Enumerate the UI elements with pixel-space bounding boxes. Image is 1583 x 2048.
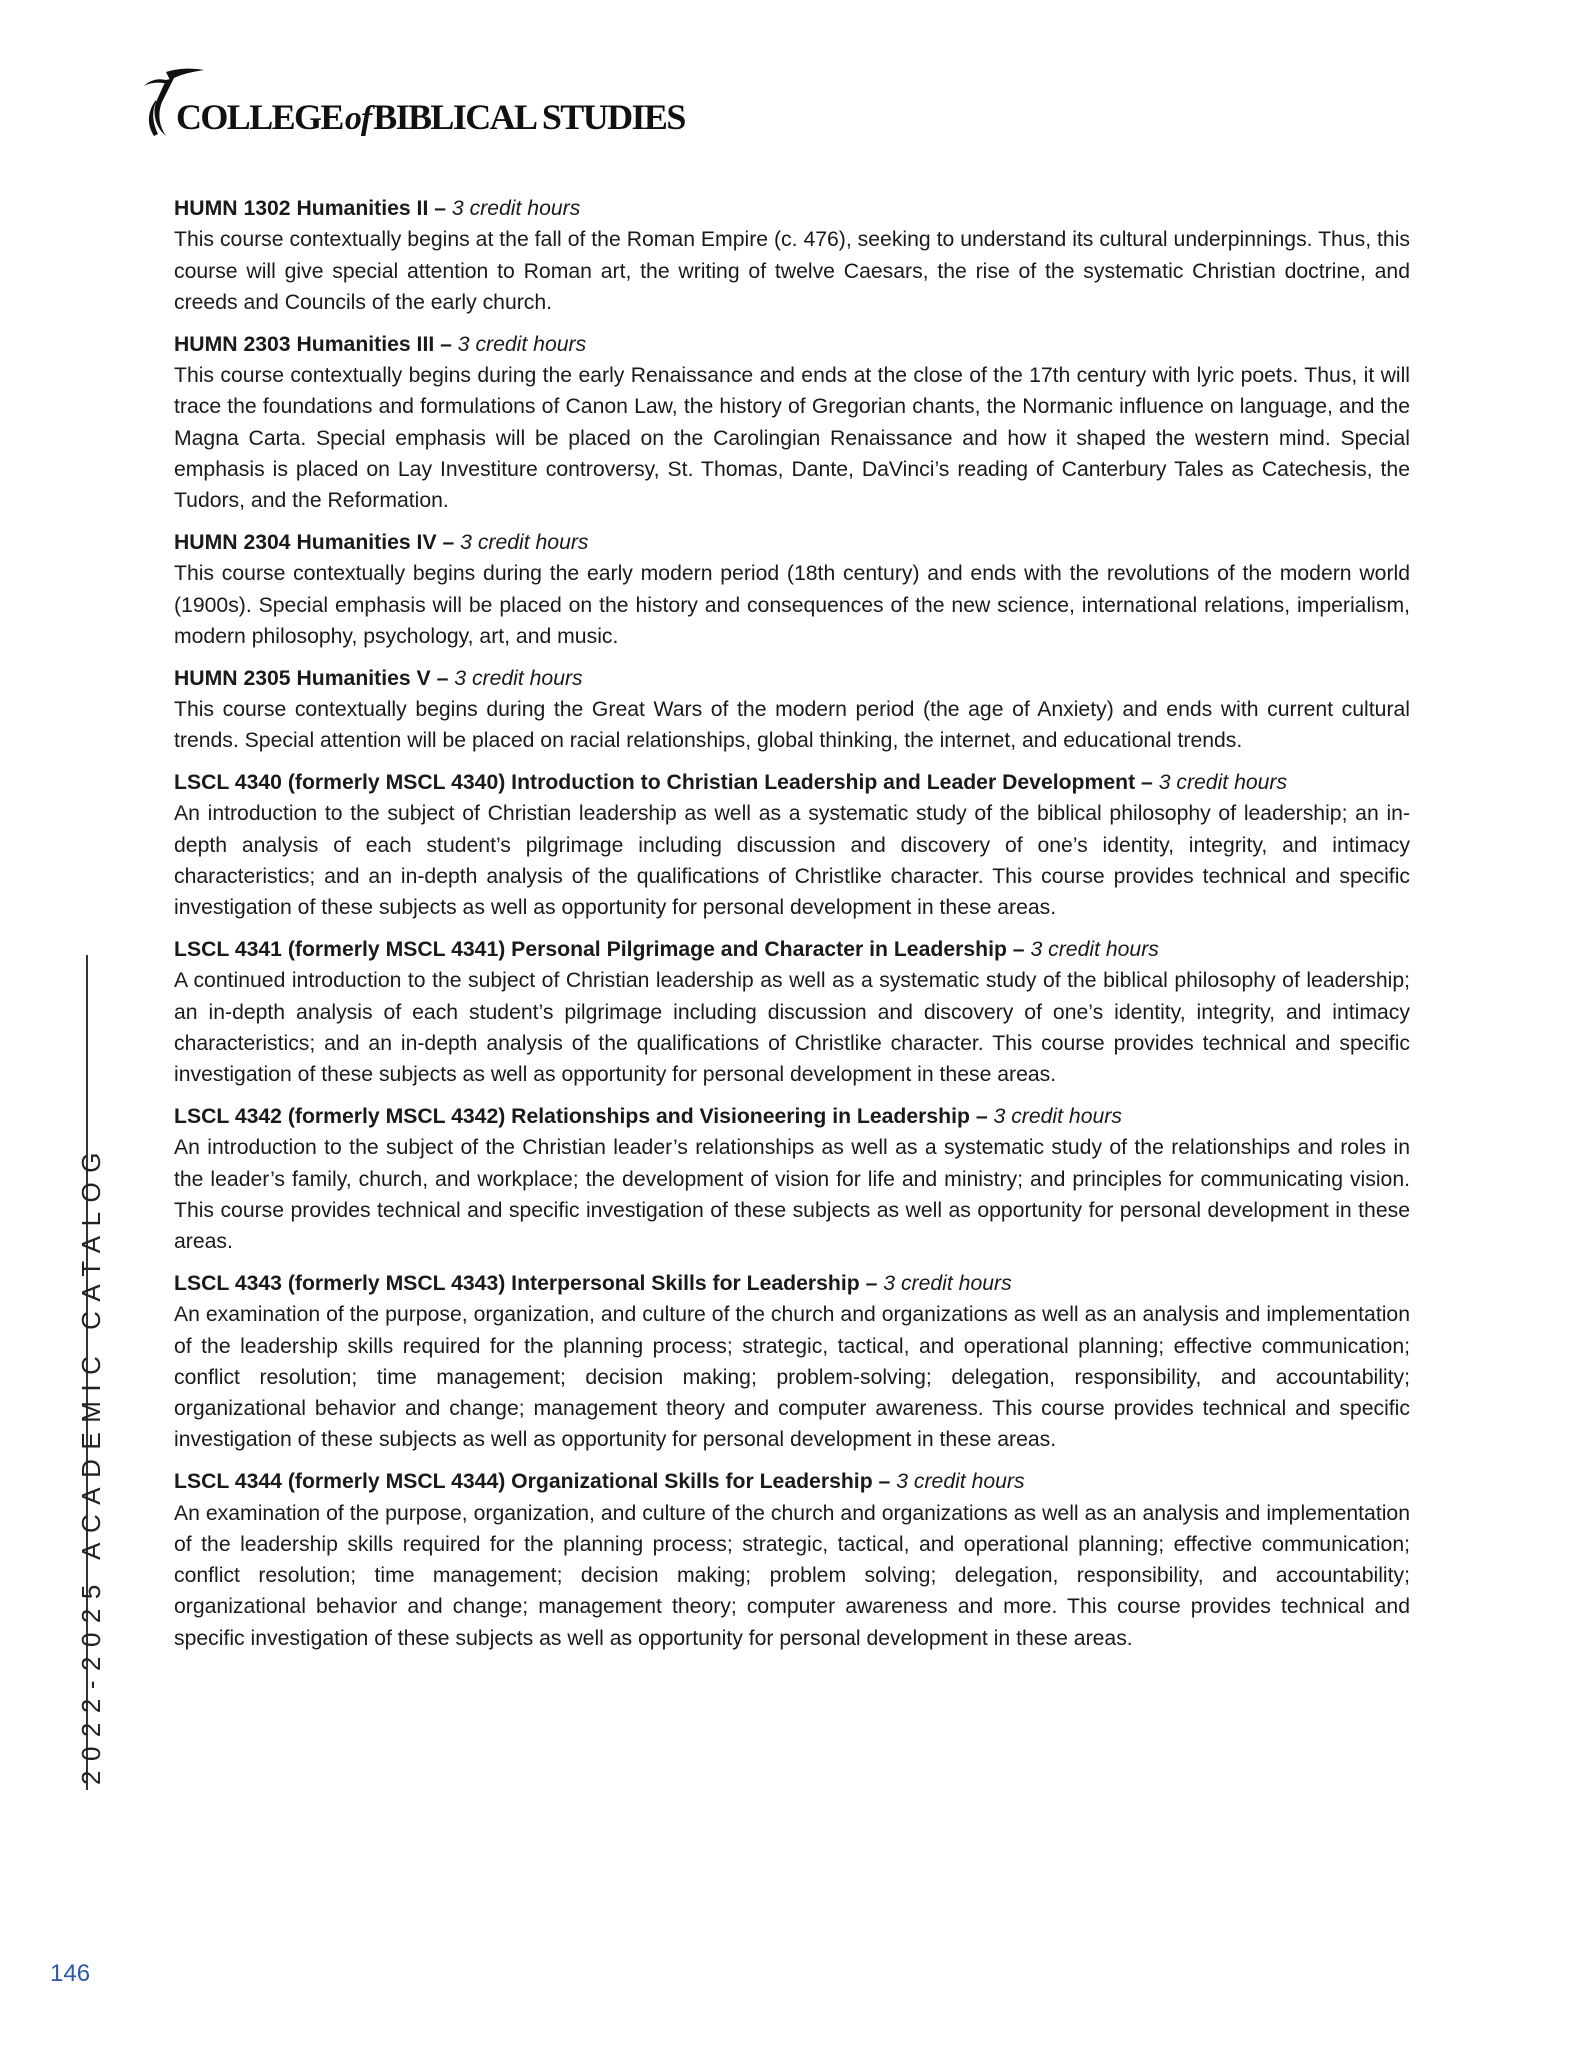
logo-word-college: COLLEGE <box>176 97 343 137</box>
college-logo-text <box>176 96 685 138</box>
course-heading <box>174 767 1410 798</box>
page-number: 146 <box>50 1960 91 1987</box>
course-heading <box>174 527 1410 558</box>
course-credits: 3 credit hours <box>460 530 589 554</box>
course-heading <box>174 663 1410 694</box>
course-credits: 3 credit hours <box>896 1470 1025 1494</box>
course-title: Humanities II <box>296 197 429 220</box>
course-code: HUMN 2304 <box>174 530 291 554</box>
course-entry <box>174 193 1410 318</box>
course-entry <box>174 1101 1410 1257</box>
course-heading <box>174 934 1410 965</box>
course-title: (formerly MSCL 4340) Introduction to Christian Leadership and Leader Development <box>287 771 1136 795</box>
course-description: An introduction to the subject of the Christian leader’s relationships as well as a systematic study of the relationships and roles in the leader’s family, church, and workplace; the development of vision for life and ministry; and principles for communicating vision. This course provides technical and specific investigation of these subjects as well as opportunity for personal development in these areas. <box>174 1136 1410 1254</box>
course-heading <box>174 193 1410 224</box>
course-code: LSCL 4344 <box>174 1470 282 1494</box>
course-credits: 3 credit hours <box>454 666 583 690</box>
course-entry <box>174 1268 1410 1456</box>
course-credits: 3 credit hours <box>1158 771 1288 795</box>
course-credits: 3 credit hours <box>457 332 587 356</box>
course-entry <box>174 663 1410 757</box>
course-dash: – <box>1012 938 1025 962</box>
course-description: This course contextually begins during the Great Wars of the modern period (the age of Anxiety) and ends with current cultural trends. Special attention will be placed on racial relationships, global thinking, the internet, and educational trends. <box>174 697 1410 753</box>
course-description: This course contextually begins during the early Renaissance and ends at the close of the 17th century with lyric poets. Thus, it will trace the foundations and formulations of Canon Law, the history of Gregorian chants, the Normanic influence on language, and the Magna Carta. Special emphasis will be placed on the Carolingian Renaissance and how it shaped the western mind. Special emphasis is placed on Lay Investiture controversy, St. Thomas, Dante, DaVinci’s reading of Canterbury Tales as Catechesis, the Tudors, and the Reformation. <box>174 363 1410 513</box>
logo-word-biblical-studies: BIBLICAL STUDIES <box>373 97 685 137</box>
logo-word-of: of <box>344 100 372 137</box>
course-code: HUMN 2303 <box>174 332 291 356</box>
course-dash: – <box>434 197 447 220</box>
course-code: HUMN 1302 <box>174 197 291 220</box>
course-entry <box>174 527 1410 652</box>
course-description: An examination of the purpose, organization, and culture of the church and organizations as well as an analysis and implementation of the leadership skills required for the planning process; strategic, tactical, and operational planning; effective communication; conflict resolution; time management; decision making; problem-solving; delegation, responsibility, and accountability; organizational behavior and change; management theory and computer awareness. This course provides technical and specific investigation of these subjects as well as opportunity for personal development in these areas. <box>174 1303 1410 1452</box>
course-heading <box>174 1101 1410 1132</box>
course-credits: 3 credit hours <box>883 1272 1012 1295</box>
course-credits: 3 credit hours <box>993 1105 1122 1129</box>
course-code: LSCL 4340 <box>174 771 282 795</box>
course-dash: – <box>865 1272 878 1295</box>
course-entry <box>174 767 1410 923</box>
course-code: LSCL 4343 <box>174 1272 282 1295</box>
course-dash: – <box>440 332 452 356</box>
course-dash: – <box>878 1470 891 1494</box>
catalog-sidebar-label: 2022-2025 ACADEMIC CATALOG <box>76 1143 106 1785</box>
course-description: An examination of the purpose, organization, and culture of the church and organizations as well as an analysis and implementation of the leadership skills required for the planning process; strategic, tactical, and operational planning; effective communication; conflict resolution; time management; decision making; problem solving; delegation, responsibility, and accountability; organizational behavior and change; management theory; computer awareness and more. This course provides technical and specific investigation of these subjects as well as opportunity for personal development in these areas. <box>174 1501 1410 1650</box>
course-entry <box>174 1466 1410 1654</box>
course-title: Humanities III <box>296 332 435 356</box>
course-description: An introduction to the subject of Christian leadership as well as a systematic study of the biblical philosophy of leadership; an in-depth analysis of each student’s pilgrimage including discussion and discovery of one’s identity, integrity, and intimacy characteristics; and an in-depth analysis of the qualifications of Christlike character. This course provides technical and specific investigation of these subjects as well as opportunity for personal development in these areas. <box>174 802 1410 920</box>
college-logo <box>136 66 696 144</box>
course-list <box>174 193 1410 1665</box>
course-code: LSCL 4342 <box>174 1105 282 1129</box>
course-title: (formerly MSCL 4342) Relationships and Visioneering in Leadership <box>287 1105 970 1129</box>
course-description: This course contextually begins during the early modern period (18th century) and ends with the revolutions of the modern world (1900s). Special emphasis will be placed on the history and consequences of the new science, international relations, imperialism, modern philosophy, psychology, art, and music. <box>174 562 1410 648</box>
course-code: LSCL 4341 <box>174 938 282 962</box>
course-heading <box>174 1268 1410 1299</box>
course-title: (formerly MSCL 4344) Organizational Skills for Leadership <box>287 1470 873 1494</box>
course-description: A continued introduction to the subject of Christian leadership as well as a systematic study of the biblical philosophy of leadership; an in-depth analysis of each student’s pilgrimage including discussion and discovery of one’s identity, integrity, and intimacy characteristics; and an in-depth analysis of the qualifications of Christlike character. This course provides technical and specific investigation of these subjects as well as opportunity for personal development in these areas. <box>174 969 1410 1087</box>
course-credits: 3 credit hours <box>451 197 581 220</box>
course-title: (formerly MSCL 4343) Interpersonal Skills for Leadership <box>287 1272 860 1295</box>
course-title: Humanities IV <box>296 530 437 554</box>
course-entry <box>174 934 1410 1090</box>
course-entry <box>174 329 1410 517</box>
course-dash: – <box>436 666 449 690</box>
course-title: (formerly MSCL 4341) Personal Pilgrimage and Character in Leadership <box>287 938 1007 962</box>
course-code: HUMN 2305 <box>174 666 291 690</box>
course-title: Humanities V <box>296 666 431 690</box>
course-dash: – <box>1141 771 1153 795</box>
course-heading <box>174 1466 1410 1497</box>
course-credits: 3 credit hours <box>1030 938 1159 962</box>
course-heading <box>174 329 1410 360</box>
course-dash: – <box>442 530 455 554</box>
course-description: This course contextually begins at the fall of the Roman Empire (c. 476), seeking to understand its cultural underpinnings. Thus, this course will give special attention to Roman art, the writing of twelve Caesars, the rise of the systematic Christian doctrine, and creeds and Councils of the early church. <box>174 228 1410 314</box>
course-dash: – <box>975 1105 988 1129</box>
